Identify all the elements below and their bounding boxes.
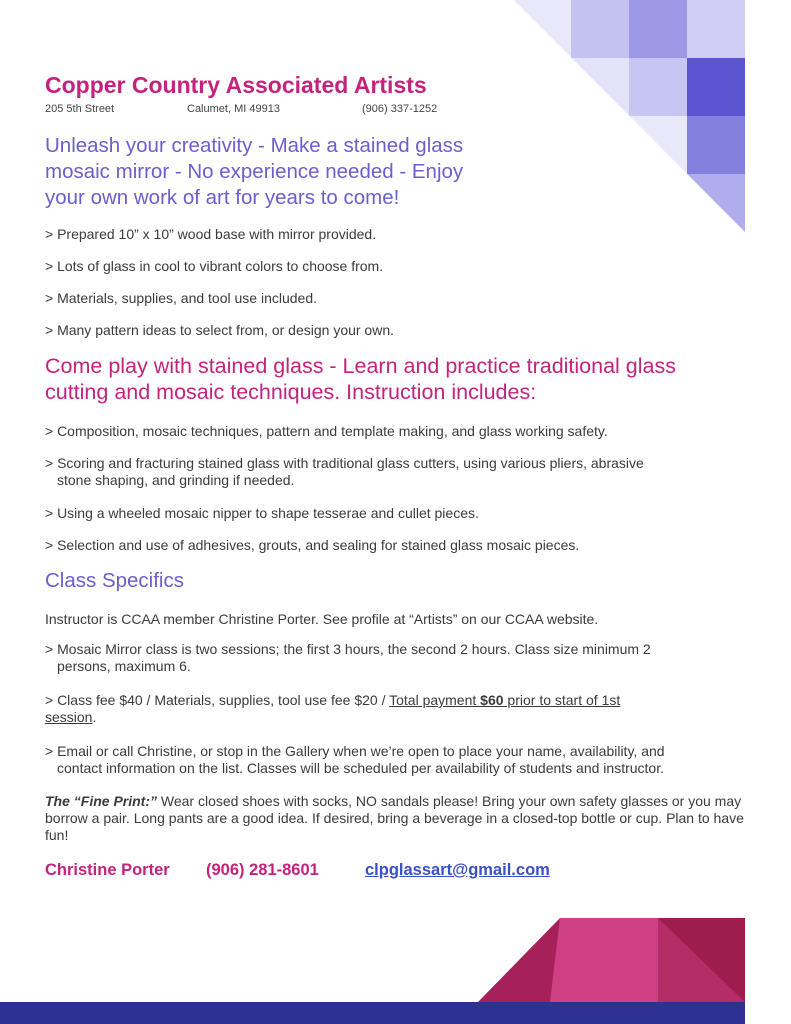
class-specifics-heading: Class Specifics	[45, 569, 184, 592]
fine-print	[45, 793, 750, 844]
fee-total-suffix: prior to start of 1st	[503, 692, 621, 708]
fee-prefix: > Class fee $40 / Materials, supplies, tool use fee $20 /	[45, 692, 390, 708]
fee-bullet	[45, 692, 750, 726]
org-street: 205 5th Street	[45, 103, 115, 115]
contact-line2: contact information on the list. Classes will be scheduled per availability of students and instructor.	[57, 760, 664, 776]
fee-period: .	[92, 709, 97, 725]
footer-phone[interactable]: (906) 281-8601	[206, 861, 319, 879]
instruction-bullet-nipper: > Using a wheeled mosaic nipper to shape tesserae and cullet pieces.	[45, 505, 479, 521]
org-phone: (906) 337-1252	[362, 103, 438, 115]
intro-bullet-base: > Prepared 10” x 10” wood base with mirror provided.	[45, 226, 377, 242]
intro-headline: Unleash your creativity - Make a stained glass mosaic mirror - No experience needed - Enjoy your own work of art for years to come!	[45, 134, 464, 209]
instruction-bullet-composition: > Composition, mosaic techniques, pattern and template making, and glass working safety.	[45, 423, 608, 439]
contact-bullet	[45, 743, 750, 777]
instruction-bullet-scoring	[45, 455, 750, 489]
instruction-bullet-scoring-line2: stone shaping, and grinding if needed.	[57, 472, 295, 488]
org-city: Calumet, MI 49913	[187, 103, 280, 115]
instructor-line: Instructor is CCAA member Christine Porter. See profile at “Artists” on our CCAA website.	[45, 611, 599, 627]
fine-print-label: The “Fine Print:”	[45, 793, 157, 809]
org-name: Copper Country Associated Artists	[45, 72, 427, 98]
instruction-bullet-adhesives: > Selection and use of adhesives, grouts, and sealing for stained glass mosaic pieces.	[45, 537, 580, 553]
instruction-bullet-scoring-line1: > Scoring and fracturing stained glass with traditional glass cutters, using various pliers, abrasive	[45, 455, 644, 471]
bottom-band-decoration	[0, 900, 791, 1024]
fee-line2: session	[45, 709, 93, 725]
fee-total-amount: $60	[480, 692, 504, 708]
sessions-line1: > Mosaic Mirror class is two sessions; the first 3 hours, the second 2 hours. Class size minimum 2	[45, 641, 651, 657]
instruction-headline: Come play with stained glass - Learn and practice traditional glass cutting and mosaic techniques. Instruction includes:	[45, 354, 676, 404]
sessions-bullet	[45, 641, 750, 675]
footer-email-link[interactable]: clpglassart@gmail.com	[365, 861, 550, 879]
intro-bullet-materials: > Materials, supplies, and tool use included.	[45, 290, 317, 306]
intro-bullet-glass: > Lots of glass in cool to vibrant colors to choose from.	[45, 258, 384, 274]
footer-name: Christine Porter	[45, 861, 170, 879]
fee-total-label: Total payment	[389, 692, 481, 708]
intro-bullet-patterns: > Many pattern ideas to select from, or design your own.	[45, 322, 395, 338]
sessions-line2: persons, maximum 6.	[57, 658, 191, 674]
fine-print-text: Wear closed shoes with socks, NO sandals please! Bring your own safety glasses or you may borrow a pair. Long pants are a good idea. If desired, bring a beverage in a closed-top bottle or cup. Plan to have fun!	[45, 793, 744, 843]
contact-line1: > Email or call Christine, or stop in the Gallery when we’re open to place your name, availability, and	[45, 743, 665, 759]
